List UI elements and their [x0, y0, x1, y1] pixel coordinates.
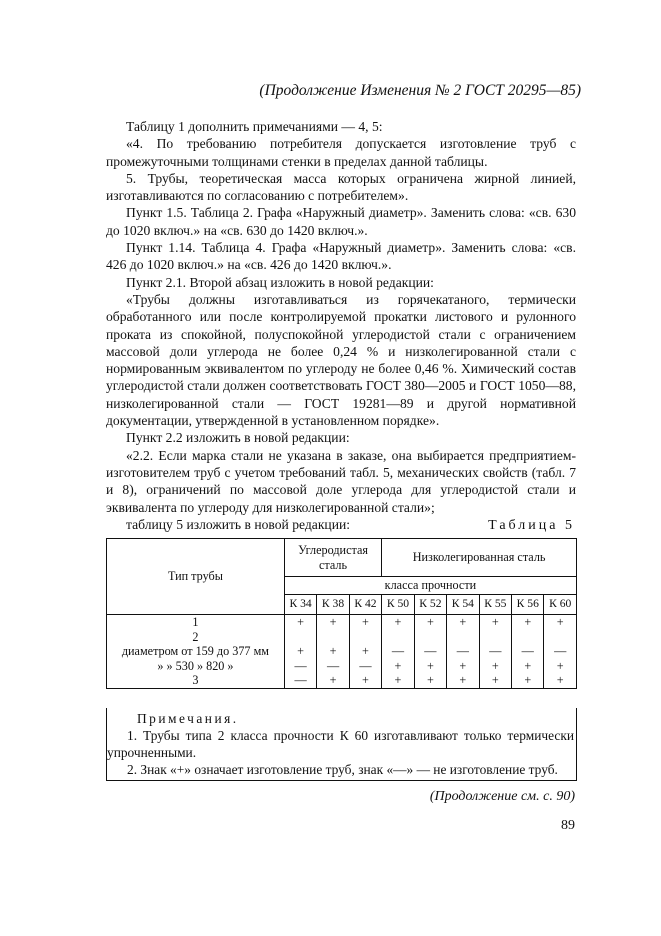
table-cell: +	[524, 658, 532, 673]
table-cell: +	[426, 673, 434, 687]
col-header-type: Тип трубы	[107, 539, 285, 615]
table-cell: +	[556, 658, 564, 673]
table-cell: +	[491, 658, 499, 673]
table-cell: +	[491, 673, 499, 687]
table-cell: +	[459, 658, 467, 673]
table-cell: +	[426, 658, 434, 673]
strength-class-header: К 55	[479, 595, 511, 615]
paragraph: Пункт 2.2 изложить в новой редакции:	[126, 430, 350, 446]
table-cell: +	[524, 673, 532, 687]
table-notes	[106, 708, 577, 781]
table-5	[106, 538, 577, 689]
class-value-column	[414, 615, 446, 689]
paragraph: таблицу 5 изложить в новой редакции:	[126, 516, 351, 532]
table-cell: —	[424, 644, 437, 658]
paragraph: Таблицу 1 дополнить примечаниями — 4, 5:	[126, 119, 383, 134]
notes-title: Примечания.	[137, 711, 239, 726]
table-cell	[415, 630, 446, 645]
paragraph: «2.2. Если марка стали не указана в заказе, она выбирается предприятием-изготовителем труб с учетом требований табл. 5, механических свойств (табл. 7 и 8), ограничений по массовой доле углерода для углеродистой стали и эквивалента по углероду для низколегированной стали»;	[106, 447, 576, 515]
paragraph: Пункт 1.5. Таблица 2. Графа «Наружный диаметр». Заменить слова: «св. 630 до 1020 включ.» на «св. 630 до 1420 включ.».	[106, 205, 576, 238]
table-cell: —	[294, 658, 307, 673]
table-cell: +	[459, 673, 467, 687]
paragraph: 5. Трубы, теоретическая масса которых ограничена жирной линией, изготавливаются по согласованию с потребителем».	[106, 170, 576, 204]
table-cell: +	[362, 644, 369, 658]
table-cell: +	[556, 615, 564, 629]
pipe-type-label: 1	[192, 615, 199, 629]
page-number: 89	[561, 818, 575, 833]
class-value-column	[284, 615, 316, 689]
table-cell: +	[297, 615, 305, 629]
group-header-lowalloy: Низколегированная сталь	[382, 539, 577, 577]
running-header: (Продолжение Изменения № 2 ГОСТ 20295—85)	[259, 82, 581, 99]
table-caption: Таблица 5	[488, 518, 575, 533]
strength-class-header: К 42	[349, 595, 381, 615]
paragraph: «4. По требованию потребителя допускается изготовление труб с промежуточными толщинами стенки в пределах данной таблицы.	[106, 136, 576, 169]
group-header-carbon: Углеродистая сталь	[284, 539, 381, 577]
pipe-type-labels	[107, 615, 285, 689]
body-text	[106, 118, 576, 533]
table-cell: +	[459, 615, 467, 629]
table-cell: +	[329, 673, 337, 687]
paragraph: Пункт 2.1. Второй абзац изложить в новой редакции:	[126, 274, 434, 290]
table-cell: +	[426, 615, 434, 629]
table-cell	[350, 630, 381, 645]
class-value-column	[317, 615, 349, 689]
class-value-column	[544, 615, 577, 689]
table-cell: +	[394, 615, 402, 629]
table-cell: +	[394, 658, 402, 673]
table-cell	[382, 630, 413, 645]
table-cell: +	[524, 615, 532, 629]
strength-class-header: К 50	[382, 595, 414, 615]
pipe-type-label: 2	[192, 629, 199, 644]
table-cell: +	[329, 644, 337, 658]
table-cell: —	[456, 644, 469, 658]
pipe-type-label: » » 530 » 820 »	[157, 658, 234, 673]
table-cell: +	[297, 644, 305, 658]
table-cell	[317, 630, 348, 645]
table-cell	[512, 630, 543, 645]
table-cell	[447, 630, 478, 645]
table-cell: —	[359, 658, 372, 673]
table-cell: —	[554, 644, 567, 658]
class-value-column	[512, 615, 544, 689]
table-cell	[544, 630, 576, 645]
pipe-type-label: диаметром от 159 до 377 мм	[121, 644, 270, 658]
note-item: 2. Знак «+» означает изготовление труб, знак «—» — не изготовление труб.	[127, 762, 558, 777]
paragraph: «Трубы должны изготавливаться из горячекатаного, термически обработанного или после контролируемой прокатки листового и рулонного проката из спокойной, полуспокойной углеродистой стали с ограничением массовой доли углерода не более 0,24 % и низколегированной стали с нормированным эквивалентом по углероду не более 0,46 %. Химический состав углеродистой стали должен соответствовать ГОСТ 380—2005 и ГОСТ 1050—88, низколегированной стали — ГОСТ 19281—89 и другой нормативной документации, утвержденной в установленном порядке».	[106, 291, 576, 429]
class-value-column	[447, 615, 479, 689]
class-value-column	[349, 615, 381, 689]
table-cell: +	[362, 673, 369, 687]
strength-class-header: К 54	[447, 595, 479, 615]
table-cell	[285, 630, 316, 645]
table-cell: —	[489, 644, 502, 658]
table-cell	[480, 630, 511, 645]
table-cell: +	[362, 615, 369, 629]
paragraph: Пункт 1.14. Таблица 4. Графа «Наружный диаметр». Заменить слова: «св. 426 до 1020 включ.» на «св. 426 до 1420 включ.».	[106, 240, 576, 273]
strength-class-header: К 56	[512, 595, 544, 615]
pipe-type-label: 3	[192, 673, 199, 687]
table-cell: +	[556, 673, 564, 687]
note-item: 1. Трубы типа 2 класса прочности К 60 изготавливают только термически упрочненными.	[107, 728, 574, 760]
strength-class-header: К 60	[544, 595, 577, 615]
table-body-row	[107, 615, 577, 689]
strength-class-header: класса прочности	[284, 577, 576, 595]
table-cell: —	[294, 673, 307, 687]
table-cell: —	[326, 658, 340, 673]
strength-class-header: К 52	[414, 595, 446, 615]
continuation-note: (Продолжение см. с. 90)	[429, 789, 575, 804]
class-value-column	[382, 615, 414, 689]
table-cell: —	[521, 644, 534, 658]
table-cell: —	[391, 644, 405, 658]
table-cell: +	[329, 615, 337, 629]
class-value-column	[479, 615, 511, 689]
table-cell: +	[394, 673, 402, 687]
strength-class-header: К 34	[284, 595, 316, 615]
strength-class-header: К 38	[317, 595, 349, 615]
table-cell: +	[491, 615, 499, 629]
